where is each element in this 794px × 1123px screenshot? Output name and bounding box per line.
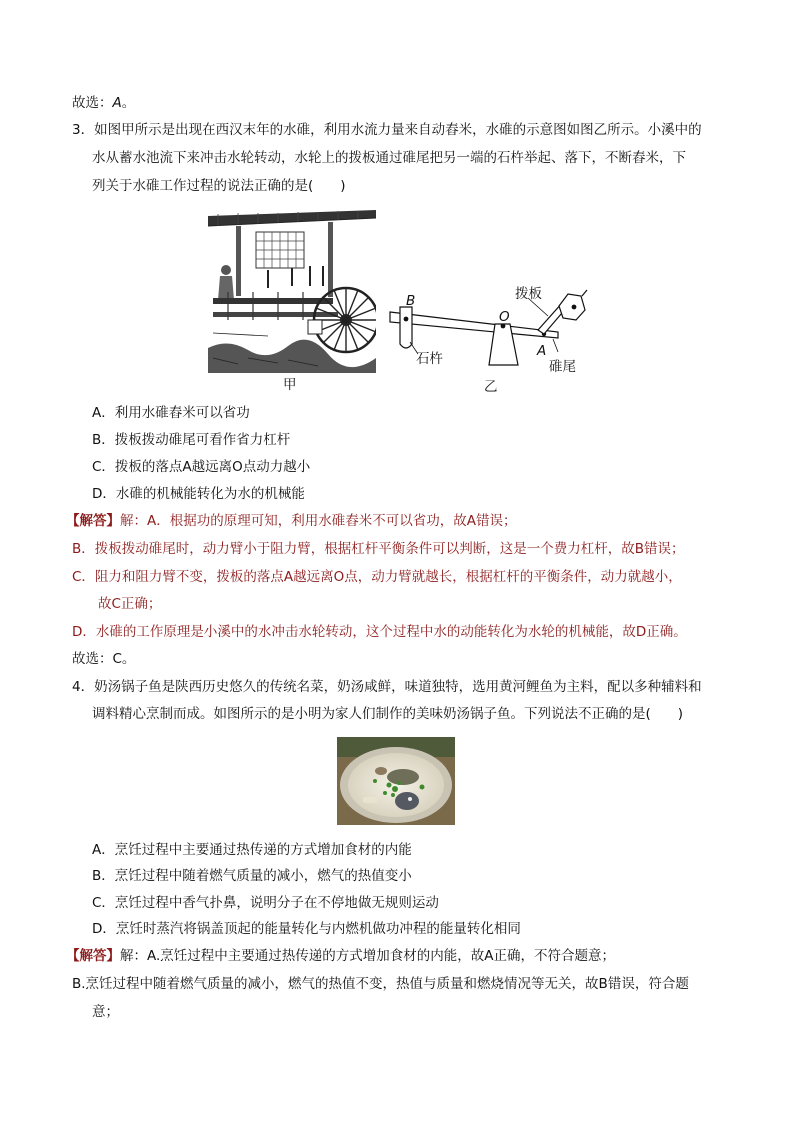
label-pestle: 石杵 [416, 351, 443, 367]
q4-option-a: A．烹饪过程中主要通过热传递的方式增加食材的内能 [92, 842, 412, 858]
q3-option-d: D．水碓的机械能转化为水的机械能 [92, 486, 305, 502]
answer-label: 【解答】 [66, 513, 120, 529]
q3-answer-line-3: C．阻力和阻力臂不变，拨板的落点A越远离O点，动力臂就越长，根据杠杆的平衡条件，动力就越小， [72, 569, 682, 585]
q3-answer-line-1: 【解答】解：A．根据功的原理可知，利用水碓舂米不可以省功，故A错误； [66, 513, 517, 529]
label-tail: 碓尾 [549, 359, 576, 375]
previous-answer: 故选：A。 [72, 95, 136, 111]
q4-answer-line-2: B.烹饪过程中随着燃气质量的减小，燃气的热值不变，热值与质量和燃烧情况等无关，故B错误，符合题 [72, 976, 689, 992]
figure-caption-yi: 乙 [484, 379, 498, 395]
q4-stem-line-2: 调料精心烹制而成。如图所示的是小明为家人们制作的美味奶汤锅子鱼。下列说法不正确的是( ) [92, 706, 684, 722]
answer-label: 【解答】 [66, 948, 120, 964]
label-paddle: 拨板 [515, 286, 542, 302]
q4-answer-line-3: 意； [92, 1004, 119, 1020]
label-b: B [406, 293, 416, 309]
water-mill-engraving [208, 208, 376, 373]
q4-option-b: B．烹饪过程中随着燃气质量的减小，燃气的热值变小 [92, 868, 412, 884]
q3-stem-line-3: 列关于水碓工作过程的说法正确的是( ) [92, 178, 346, 194]
q3-answer-line-4: 故C正确； [98, 596, 162, 612]
q3-answer-line-5: D．水碓的工作原理是小溪中的水冲击水轮转动，这个过程中水的动能转化为水轮的机械能，故D正确。 [72, 624, 687, 640]
label-o: O [499, 309, 510, 325]
q4-option-c: C．烹饪过程中香气扑鼻，说明分子在不停地做无规则运动 [92, 895, 439, 911]
q4-stem-line-1: 4．奶汤锅子鱼是陕西历史悠久的传统名菜，奶汤咸鲜，味道独特，选用黄河鲤鱼为主料，配以多种辅料和 [72, 679, 702, 695]
q3-option-a: A．利用水碓舂米可以省功 [92, 405, 250, 421]
label-a: A [537, 343, 547, 359]
q3-option-c: C．拨板的落点A越远离O点动力越小 [92, 459, 311, 475]
q4-option-d: D．烹饪时蒸汽将锅盖顶起的能量转化与内燃机做功冲程的能量转化相同 [92, 921, 521, 937]
q4-answer-line-1: 【解答】解：A.烹饪过程中主要通过热传递的方式增加食材的内能，故A正确，不符合题意； [66, 948, 616, 964]
fish-soup-photo [337, 737, 455, 825]
q3-conclusion: 故选：C。 [72, 651, 136, 667]
figure-caption-jia: 甲 [283, 377, 297, 393]
q3-option-b: B．拨板拨动碓尾可看作省力杠杆 [92, 432, 291, 448]
q3-stem-line-2: 水从蓄水池流下来冲击水轮转动，水轮上的拨板通过碓尾把另一端的石杵举起、落下，不断舂米，下 [92, 150, 686, 166]
q3-stem-line-1: 3．如图甲所示是出现在西汉末年的水碓，利用水流力量来自动舂米，水碓的示意图如图乙所示。小溪中的 [72, 122, 702, 138]
q3-answer-line-2: B．拨板拨动碓尾时，动力臂小于阻力臂，根据杠杆平衡条件可以判断，这是一个费力杠杆，故B错误； [72, 541, 685, 557]
